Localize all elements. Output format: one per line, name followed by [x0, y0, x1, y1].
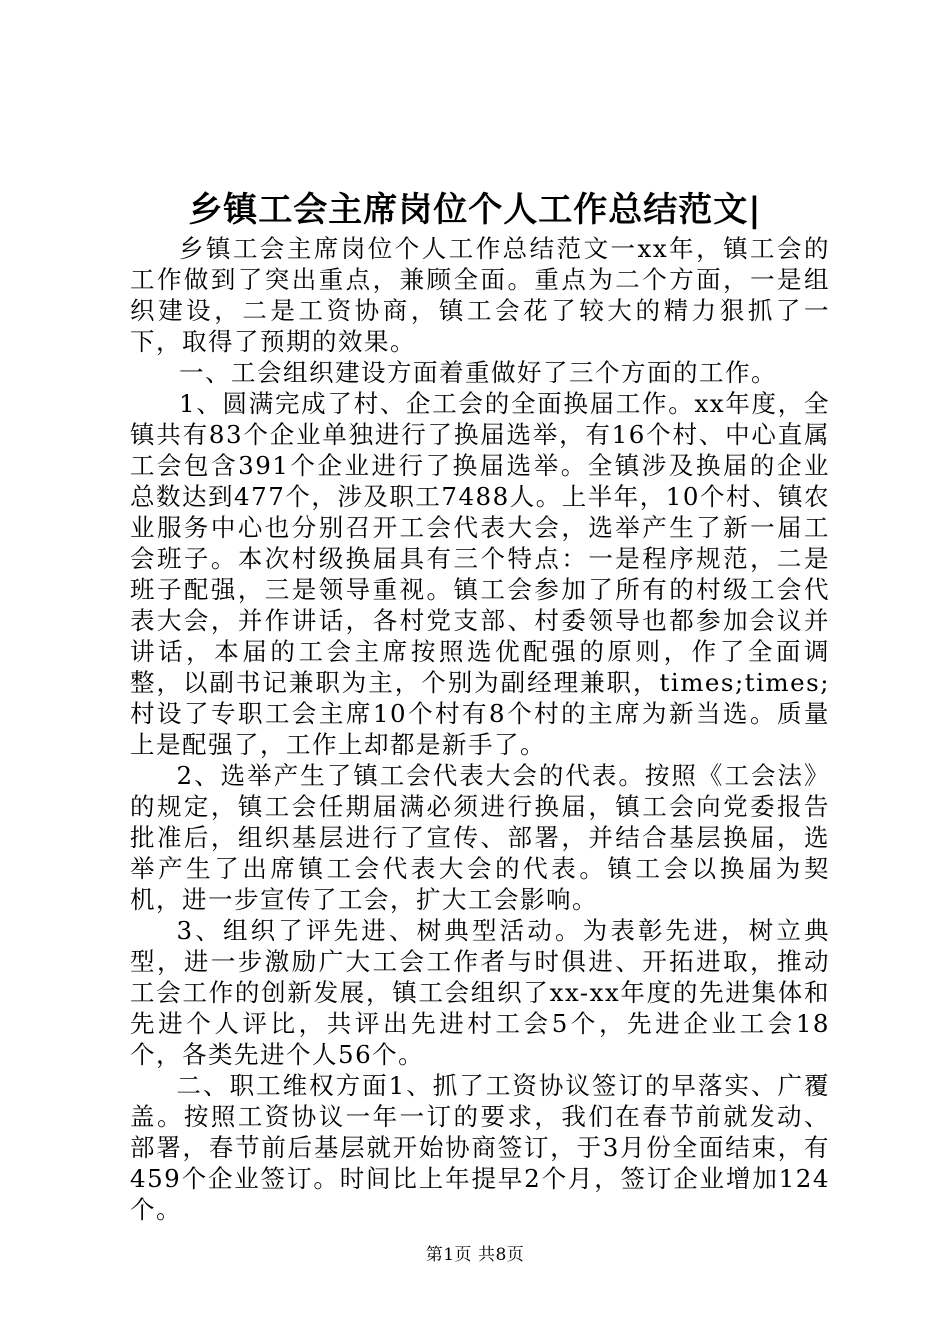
- document-title: 乡镇工会主席岗位个人工作总结范文|: [188, 190, 762, 230]
- page-footer: 第1页 共8页: [425, 1245, 525, 1265]
- paragraph-section-2: 二、职工维权方面1、抓了工资协议签订的早落实、广覆盖。按照工资协议一年一订的要求，我们在春节前就发动、部署，春节前后基层就开始协商签订，于3月份全面结束，有459个企业签订。时间比上年提早2个月，签订企业增加124个。: [130, 1071, 830, 1224]
- paragraph-section-1-heading: 一、工会组织建设方面着重做好了三个方面的工作。: [179, 358, 777, 387]
- document-body: [130, 233, 830, 1225]
- paragraph-item-1: 1、圆满完成了村、企工会的全面换届工作。xx年度，全镇共有83个企业单独进行了换届选举，有16个村、中心直属工会包含391个企业进行了换届选举。全镇涉及换届的企业总数达到477个，涉及职工7488人。上半年，10个村、镇农业服务中心也分别召开工会代表大会，选举产生了新一届工会班子。本次村级换届具有三个特点：一是程序规范，二是班子配强，三是领导重视。镇工会参加了所有的村级工会代表大会，并作讲话，各村党支部、村委领导也都参加会议并讲话，本届的工会主席按照选优配强的原则，作了全面调整，以副书记兼职为主，个别为副经理兼职，times;times;村设了专职工会主席10个村有8个村的主席为新当选。质量上是配强了，工作上却都是新手了。: [130, 389, 830, 759]
- paragraph-item-2: 2、选举产生了镇工会代表大会的代表。按照《工会法》的规定，镇工会任期届满必须进行换届，镇工会向党委报告批准后，组织基层进行了宣传、部署，并结合基层换届，选举产生了出席镇工会代表大会的代表。镇工会以换届为契机，进一步宣传了工会，扩大工会影响。: [130, 761, 830, 914]
- paragraph-intro: 乡镇工会主席岗位个人工作总结范文一xx年，镇工会的工作做到了突出重点，兼顾全面。重点为二个方面，一是组织建设，二是工资协商，镇工会花了较大的精力狠抓了一下，取得了预期的效果。: [130, 234, 830, 356]
- paragraph-item-3: 3、组织了评先进、树典型活动。为表彰先进，树立典型，进一步激励广大工会工作者与时俱进、开拓进取，推动工会工作的创新发展，镇工会组织了xx-xx年度的先进集体和先进个人评比，共评出先进村工会5个，先进企业工会18个，各类先进个人56个。: [130, 916, 830, 1069]
